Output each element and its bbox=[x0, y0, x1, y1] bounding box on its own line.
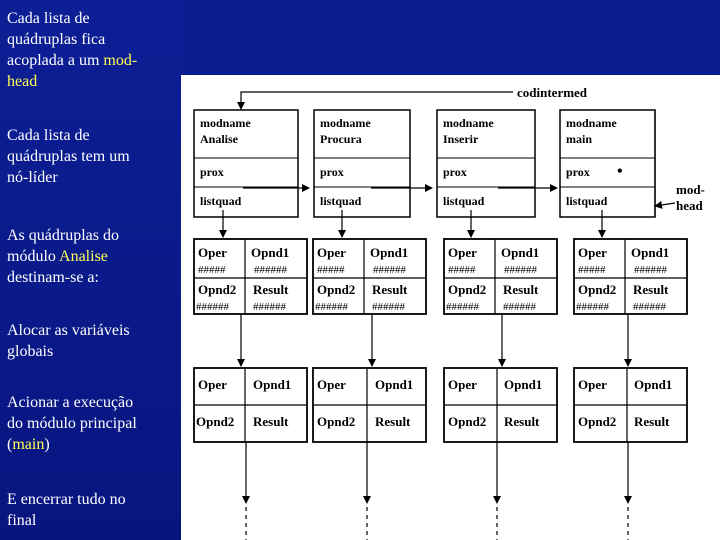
opnd2-label: Opnd2 bbox=[578, 414, 617, 429]
result-value: ###### bbox=[372, 301, 405, 313]
header-quad-3 bbox=[444, 239, 557, 314]
result-value: ###### bbox=[633, 301, 666, 313]
opnd1-label: Opnd1 bbox=[370, 245, 409, 260]
opnd1-value: ###### bbox=[373, 264, 406, 276]
codintermed-arrow bbox=[241, 92, 513, 109]
opnd1-value: ###### bbox=[254, 264, 287, 276]
highlighted-term: mod- head bbox=[7, 52, 138, 90]
opnd2-label: Opnd2 bbox=[317, 414, 356, 429]
explanation-paragraph bbox=[7, 225, 119, 288]
oper-value: ##### bbox=[578, 264, 606, 276]
quad-node-3 bbox=[444, 368, 557, 442]
paragraph-text: Cada lista de quádruplas fica acoplada a um bbox=[7, 10, 106, 69]
oper-label: Oper bbox=[198, 377, 227, 392]
oper-label: Oper bbox=[448, 245, 477, 260]
opnd1-label: Opnd1 bbox=[253, 377, 292, 392]
quad-node-2 bbox=[313, 368, 426, 442]
module-node-analise bbox=[194, 110, 298, 217]
result-label: Result bbox=[633, 282, 669, 297]
opnd2-label: Opnd2 bbox=[317, 282, 356, 297]
opnd1-label: Opnd1 bbox=[251, 245, 290, 260]
result-label: Result bbox=[253, 414, 289, 429]
result-label: Result bbox=[503, 282, 539, 297]
explanation-paragraph bbox=[7, 392, 137, 455]
opnd2-value: ###### bbox=[315, 301, 348, 313]
header-quad-1 bbox=[194, 239, 307, 314]
explanation-paragraph bbox=[7, 125, 130, 188]
module-name: Procura bbox=[320, 132, 362, 146]
paragraph-text: Acionar a execução do módulo principal ( bbox=[7, 394, 137, 453]
result-value: ###### bbox=[253, 301, 286, 313]
opnd2-label: Opnd2 bbox=[578, 282, 617, 297]
paragraph-text: ) bbox=[44, 436, 50, 453]
result-label: Result bbox=[634, 414, 670, 429]
opnd1-label: Opnd1 bbox=[634, 377, 673, 392]
result-label: Result bbox=[253, 282, 289, 297]
oper-value: ##### bbox=[448, 264, 476, 276]
header-quad-2 bbox=[313, 239, 426, 314]
opnd2-value: ###### bbox=[446, 301, 479, 313]
paragraph-text: As quádruplas do módulo bbox=[7, 227, 119, 265]
explanation-paragraph bbox=[7, 489, 126, 531]
paragraph-text: destinam-se a: bbox=[7, 269, 99, 286]
opnd2-label: Opnd2 bbox=[448, 282, 487, 297]
quad-node-1 bbox=[194, 368, 307, 442]
paragraph-text: Cada lista de quádruplas tem um nó-líder bbox=[7, 127, 130, 186]
oper-label: Oper bbox=[578, 245, 607, 260]
oper-label: Oper bbox=[578, 377, 607, 392]
result-label: Result bbox=[372, 282, 408, 297]
module-node-main bbox=[560, 110, 655, 217]
quadruple-lists-diagram bbox=[181, 75, 720, 540]
oper-label: Oper bbox=[317, 377, 346, 392]
opnd1-label: Opnd1 bbox=[504, 377, 543, 392]
oper-value: ##### bbox=[198, 264, 226, 276]
oper-label: Oper bbox=[317, 245, 346, 260]
prox-label: prox bbox=[443, 165, 467, 179]
listquad-label: listquad bbox=[200, 194, 242, 208]
null-pointer-marker: • bbox=[617, 163, 623, 180]
result-label: Result bbox=[504, 414, 540, 429]
modhead-arrow bbox=[655, 203, 675, 206]
opnd1-label: Opnd1 bbox=[501, 245, 540, 260]
result-label: Result bbox=[375, 414, 411, 429]
oper-label: Oper bbox=[198, 245, 227, 260]
listquad-label: listquad bbox=[566, 194, 608, 208]
listquad-label: listquad bbox=[320, 194, 362, 208]
prox-label: prox bbox=[320, 165, 344, 179]
opnd1-value: ###### bbox=[634, 264, 667, 276]
opnd1-label: Opnd1 bbox=[631, 245, 670, 260]
module-node-inserir bbox=[437, 110, 535, 217]
module-node-procura bbox=[314, 110, 410, 217]
listquad-label: listquad bbox=[443, 194, 485, 208]
opnd2-value: ###### bbox=[196, 301, 229, 313]
opnd2-label: Opnd2 bbox=[198, 282, 237, 297]
highlighted-term: Analise bbox=[59, 248, 108, 265]
modname-label: modname bbox=[200, 116, 251, 130]
paragraph-text: E encerrar tudo no final bbox=[7, 491, 126, 529]
explanation-paragraph bbox=[7, 320, 130, 362]
oper-label: Oper bbox=[448, 377, 477, 392]
modhead-label: mod- head bbox=[676, 182, 705, 213]
modname-label: modname bbox=[443, 116, 494, 130]
opnd2-label: Opnd2 bbox=[196, 414, 235, 429]
quad-node-4 bbox=[574, 368, 687, 442]
opnd1-label: Opnd1 bbox=[375, 377, 414, 392]
opnd2-value: ###### bbox=[576, 301, 609, 313]
paragraph-text: Alocar as variáveis globais bbox=[7, 322, 130, 360]
modname-label: modname bbox=[320, 116, 371, 130]
oper-value: ##### bbox=[317, 264, 345, 276]
result-value: ###### bbox=[503, 301, 536, 313]
opnd2-label: Opnd2 bbox=[448, 414, 487, 429]
prox-label: prox bbox=[200, 165, 224, 179]
modname-label: modname bbox=[566, 116, 617, 130]
explanation-paragraph bbox=[7, 8, 137, 92]
header-quad-4 bbox=[574, 239, 687, 314]
highlighted-term: main bbox=[12, 436, 45, 453]
module-name: Analise bbox=[200, 132, 239, 146]
codintermed-label: codintermed bbox=[517, 85, 588, 100]
module-name: Inserir bbox=[443, 132, 479, 146]
opnd1-value: ###### bbox=[504, 264, 537, 276]
module-name: main bbox=[566, 132, 593, 146]
prox-label: prox bbox=[566, 165, 590, 179]
